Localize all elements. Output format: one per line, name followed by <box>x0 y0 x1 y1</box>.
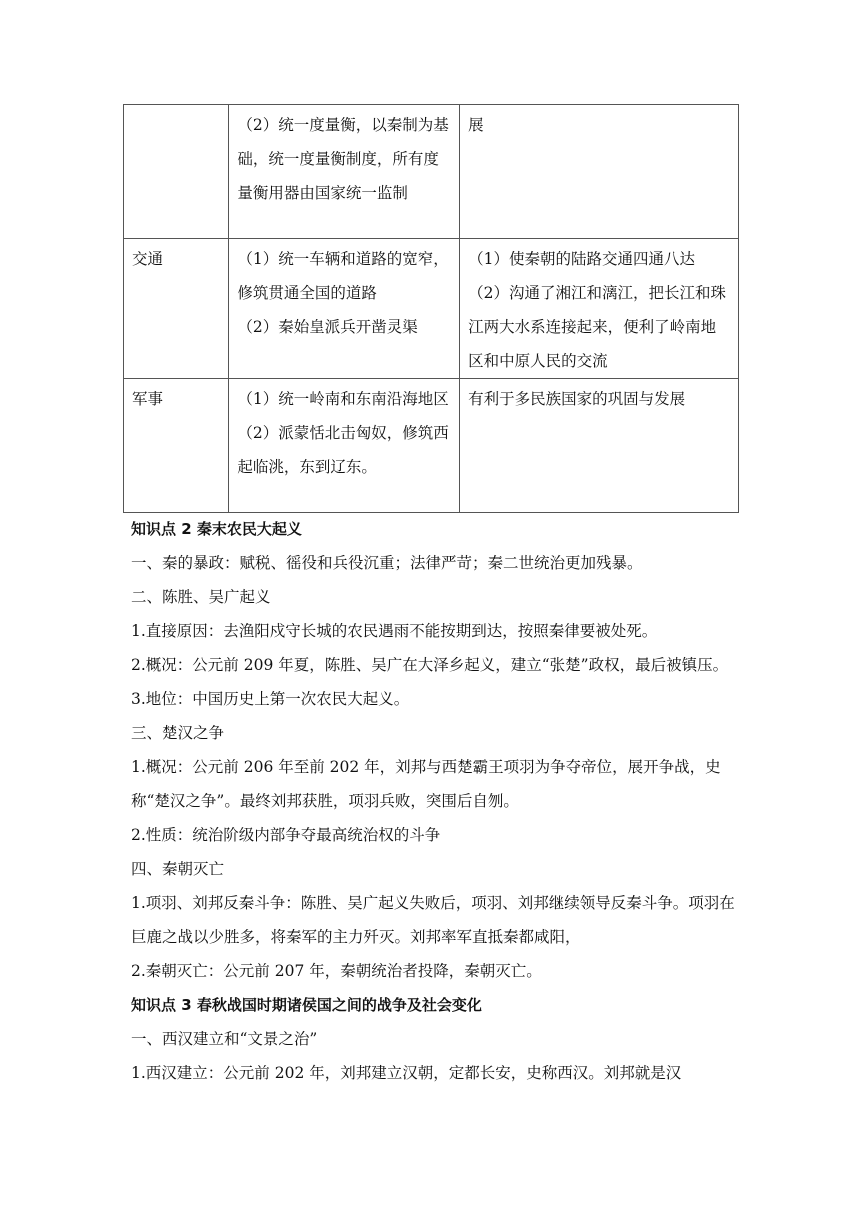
effects-cell <box>460 239 739 379</box>
document-body <box>131 512 741 1090</box>
paragraph: 1.项羽、刘邦反秦斗争：陈胜、吴广起义失败后，项羽、刘邦继续领导反秦斗争。项羽在巨鹿之战以少胜多，将秦军的主力歼灭。刘邦率军直抵秦都咸阳， <box>131 894 735 946</box>
field-cell: 交通 <box>124 239 229 379</box>
measures-cell <box>229 105 460 239</box>
paragraph: 2.性质：统治阶级内部争夺最高统治权的斗争 <box>131 826 441 844</box>
effect-item: 有利于多民族国家的巩固与发展 <box>468 390 686 408</box>
section-heading: 知识点 2 秦末农民大起义 <box>131 520 302 538</box>
measure-item: （2）派蒙恬北击匈奴，修筑西起临洮，东到辽东。 <box>237 424 449 476</box>
measure-item: （2）秦始皇派兵开凿灵渠 <box>237 318 418 336</box>
paragraph: 1.西汉建立：公元前 202 年，刘邦建立汉朝，定都长安，史称西汉。刘邦就是汉 <box>131 1064 682 1082</box>
paragraph: 一、秦的暴政：赋税、徭役和兵役沉重；法律严苛；秦二世统治更加残暴。 <box>131 554 643 572</box>
paragraph: 2.秦朝灭亡：公元前 207 年，秦朝统治者投降，秦朝灭亡。 <box>131 962 542 980</box>
paragraph: 二、陈胜、吴广起义 <box>131 588 271 606</box>
paragraph: 三、楚汉之争 <box>131 724 225 742</box>
table-row <box>124 105 739 239</box>
measures-cell <box>229 239 460 379</box>
section-heading: 知识点 3 春秋战国时期诸侯国之间的战争及社会变化 <box>131 996 482 1014</box>
measures-cell <box>229 379 460 513</box>
paragraph: 3.地位：中国历史上第一次农民大起义。 <box>131 690 410 708</box>
measure-item: （2）统一度量衡，以秦制为基础，统一度量衡制度，所有度量衡用器由国家统一监制 <box>237 116 449 202</box>
effect-item: （1）使秦朝的陆路交通四通八达 <box>468 250 695 268</box>
effects-cell <box>460 379 739 513</box>
paragraph: 1.直接原因：去渔阳戍守长城的农民遇雨不能按期到达，按照秦律要被处死。 <box>131 622 658 640</box>
field-cell: 军事 <box>124 379 229 513</box>
measure-item: （1）统一车辆和道路的宽窄，修筑贯通全国的道路 <box>237 250 449 302</box>
table-row <box>124 379 739 513</box>
effect-item: （2）沟通了湘江和漓江，把长江和珠江两大水系连接起来，便利了岭南地区和中原人民的交流 <box>468 284 726 370</box>
measures-table <box>123 104 739 513</box>
paragraph: 四、秦朝灭亡 <box>131 860 225 878</box>
effect-item: 展 <box>468 116 484 134</box>
table-row <box>124 239 739 379</box>
paragraph: 一、西汉建立和“文景之治” <box>131 1030 318 1048</box>
paragraph: 1.概况：公元前 206 年至前 202 年，刘邦与西楚霸王项羽为争夺帝位，展开争战，史称“楚汉之争”。最终刘邦获胜，项羽兵败，突围后自刎。 <box>131 758 721 810</box>
field-cell <box>124 105 229 239</box>
paragraph: 2.概况：公元前 209 年夏，陈胜、吴广在大泽乡起义，建立“张楚”政权，最后被镇压。 <box>131 656 729 674</box>
effects-cell <box>460 105 739 239</box>
measure-item: （1）统一岭南和东南沿海地区 <box>237 390 449 408</box>
